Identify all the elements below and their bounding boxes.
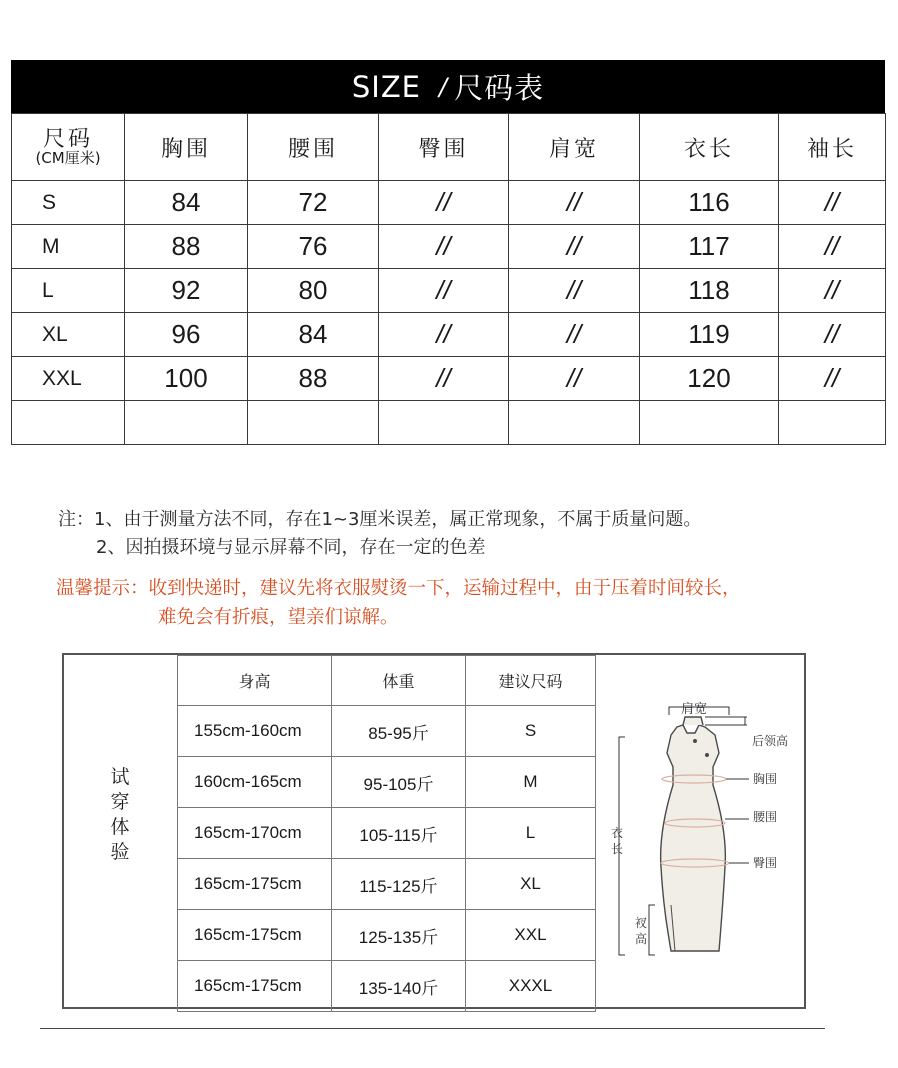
table-row [12, 225, 886, 269]
height-cell: 160cm-165cm [178, 757, 332, 808]
size-cell: XL [466, 859, 596, 910]
length-header: 衣长 [640, 114, 779, 181]
tryon-label-char: 验 [110, 841, 130, 863]
diagram-back-collar-label: 后领高 [752, 734, 789, 748]
length-cell: 120 [640, 357, 779, 401]
diagram-hip-label: 臀围 [753, 856, 778, 870]
diagram-slit-label: 衩 [635, 916, 648, 930]
hip-cell: // [379, 269, 509, 313]
waist-cell: 88 [248, 357, 379, 401]
tryon-table [177, 655, 596, 1012]
length-cell: 116 [640, 181, 779, 225]
table-row [178, 910, 596, 961]
hip-cell: // [379, 225, 509, 269]
tip-line-1: 温馨提示：收到快递时，建议先将衣服熨烫一下，运输过程中，由于压着时间较长， [56, 578, 741, 599]
note-line-2: 2、因拍摄环境与显示屏幕不同，存在一定的色差 [96, 537, 486, 558]
table-row-empty [12, 401, 886, 445]
button-mark [693, 739, 697, 743]
table-row [178, 961, 596, 1012]
size-table-header [12, 114, 886, 181]
height-cell: 165cm-175cm [178, 961, 332, 1012]
length-cell: 117 [640, 225, 779, 269]
length-cell: 118 [640, 269, 779, 313]
empty-cell [640, 401, 779, 445]
table-row [178, 706, 596, 757]
sleeve-cell: // [779, 313, 886, 357]
empty-cell [779, 401, 886, 445]
tip-line-2: 难免会有折痕，望亲们谅解。 [158, 607, 399, 628]
size-header-unit: (CM厘米) [35, 148, 101, 167]
size-title-sep: / [439, 72, 449, 101]
waist-cell: 84 [248, 313, 379, 357]
tryon-label-char: 体 [110, 816, 130, 838]
height-header: 身高 [178, 656, 332, 706]
note-line-1: 注：1、由于测量方法不同，存在1~3厘米误差，属正常现象，不属于质量问题。 [58, 509, 702, 530]
size-table [11, 113, 886, 445]
size-cell: XL [12, 313, 125, 357]
length-cell: 119 [640, 313, 779, 357]
size-cell: L [466, 808, 596, 859]
chest-cell: 96 [125, 313, 248, 357]
weight-cell: 125-135斤 [332, 910, 466, 961]
chest-cell: 88 [125, 225, 248, 269]
height-cell: 165cm-175cm [178, 910, 332, 961]
table-row [12, 269, 886, 313]
size-cell: XXL [466, 910, 596, 961]
hip-cell: // [379, 181, 509, 225]
shoulder-cell: // [509, 269, 640, 313]
waist-cell: 80 [248, 269, 379, 313]
button-mark [705, 753, 709, 757]
tryon-label-char: 试 [110, 766, 130, 788]
diagram-slit-label: 高 [635, 932, 648, 946]
empty-cell [509, 401, 640, 445]
dress-diagram [597, 655, 804, 1007]
empty-cell [379, 401, 509, 445]
size-cell: S [466, 706, 596, 757]
shoulder-cell: // [509, 313, 640, 357]
diagram-length-label: 长 [611, 842, 624, 856]
chest-cell: 92 [125, 269, 248, 313]
slit-bracket [649, 905, 655, 955]
empty-cell [248, 401, 379, 445]
dress-outline [661, 725, 726, 951]
table-row [12, 181, 886, 225]
weight-cell: 85-95斤 [332, 706, 466, 757]
shoulder-header: 肩宽 [509, 114, 640, 181]
diagram-chest-label: 胸围 [753, 772, 778, 786]
sleeve-cell: // [779, 357, 886, 401]
tryon-label [108, 765, 132, 865]
shoulder-cell: // [509, 225, 640, 269]
hip-cell: // [379, 313, 509, 357]
bottom-divider [40, 1028, 825, 1029]
hip-cell: // [379, 357, 509, 401]
table-row [178, 757, 596, 808]
size-cell: XXL [12, 357, 125, 401]
waist-cell: 72 [248, 181, 379, 225]
tryon-label-char: 穿 [110, 791, 130, 813]
empty-cell [12, 401, 125, 445]
table-row [178, 808, 596, 859]
size-cell: M [12, 225, 125, 269]
diagram-shoulder-label: 肩宽 [681, 702, 708, 717]
size-header-label: 尺码 [42, 126, 93, 152]
height-cell: 165cm-175cm [178, 859, 332, 910]
size-chart-title [11, 60, 885, 113]
weight-cell: 135-140斤 [332, 961, 466, 1012]
sleeve-header: 袖长 [779, 114, 886, 181]
back-collar-bracket [705, 717, 747, 725]
empty-cell [125, 401, 248, 445]
suggested-size-header: 建议尺码 [466, 656, 596, 706]
sleeve-cell: // [779, 269, 886, 313]
height-cell: 165cm-170cm [178, 808, 332, 859]
weight-cell: 115-125斤 [332, 859, 466, 910]
table-row [12, 313, 886, 357]
size-cell: S [12, 181, 125, 225]
height-cell: 155cm-160cm [178, 706, 332, 757]
size-cell: XXXL [466, 961, 596, 1012]
size-cell: L [12, 269, 125, 313]
weight-header: 体重 [332, 656, 466, 706]
hip-header: 臀围 [379, 114, 509, 181]
dress-diagram-svg [597, 655, 804, 1007]
table-row [12, 357, 886, 401]
shoulder-cell: // [509, 181, 640, 225]
table-row [178, 859, 596, 910]
diagram-length-label: 衣 [611, 826, 624, 840]
diagram-waist-label: 腰围 [753, 810, 778, 824]
collar-shape [683, 717, 703, 725]
weight-cell: 95-105斤 [332, 757, 466, 808]
size-title-cn: 尺码表 [454, 71, 545, 105]
chest-header: 胸围 [125, 114, 248, 181]
waist-header: 腰围 [248, 114, 379, 181]
size-cell: M [466, 757, 596, 808]
size-header-cell [12, 114, 125, 181]
size-title-en: SIZE [351, 69, 422, 104]
tryon-header [178, 656, 596, 706]
sleeve-cell: // [779, 225, 886, 269]
sleeve-cell: // [779, 181, 886, 225]
shoulder-cell: // [509, 357, 640, 401]
chest-cell: 100 [125, 357, 248, 401]
waist-cell: 76 [248, 225, 379, 269]
weight-cell: 105-115斤 [332, 808, 466, 859]
chest-cell: 84 [125, 181, 248, 225]
tryon-panel [62, 653, 806, 1009]
